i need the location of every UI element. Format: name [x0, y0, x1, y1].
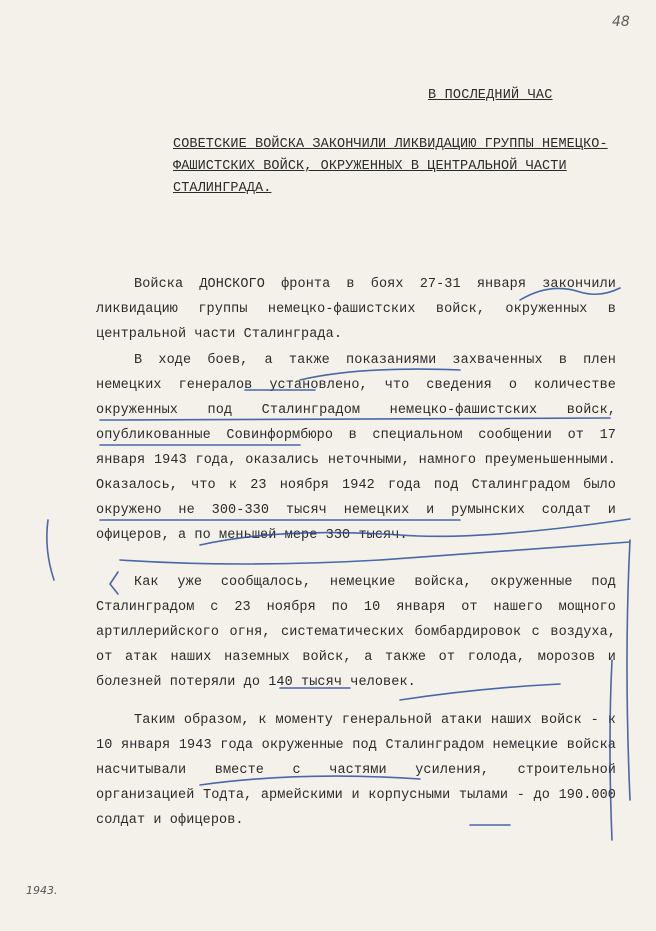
paragraph-3: Как уже сообщалось, немецкие войска, окруженные под Сталинградом с 23 ноября по 10 января от нашего мощного артиллерийского огня, систематических бомбардировок с воздуха, от атак наших наземных войск, а также от голода, морозов и болезней потеряли до 140 тысяч человек.	[96, 575, 616, 690]
page-number: 48	[612, 14, 630, 30]
paragraph-1: Войска ДОНСКОГО фронта в боях 27-31 января закончили ликвидацию группы немецко-фашистских войск, окруженных в центральной части Сталинграда.	[96, 277, 616, 342]
paragraph-4: Таким образом, к моменту генеральной атаки наших войск - к 10 января 1943 года окруженные под Сталинградом немецкие войска насчитывали вместе с частями усиления, строительной организацией Тодта, армейскими и корпусными тылами - до 190.000 солдат и офицеров.	[96, 713, 616, 828]
margin-stroke	[47, 520, 54, 580]
paragraph-2: В ходе боев, а также показаниями захваченных в плен немецких генералов установлено, что сведения о количестве окруженных под Сталинградом немецко-фашистских войск, опубликованные Совинформбюро в специальном сообщении от 17 января 1943 года, оказались неточными, намного преуменьшенными. Оказалось, что к 23 ноября 1942 года под Сталинградом было окружено не 300-330 тысяч немецких и румынских солдат и офицеров, а по меньшей мере 330 тысяч.	[96, 353, 616, 543]
margin-vertical-note	[627, 540, 630, 800]
footer-note: 1943.	[26, 884, 58, 897]
document-title: СОВЕТСКИЕ ВОЙСКА ЗАКОНЧИЛИ ЛИКВИДАЦИЮ ГРУППЫ НЕМЕЦКО-ФАШИСТСКИХ ВОЙСК, ОКРУЖЕННЫХ В ЦЕНТРАЛЬНОЙ ЧАСТИ СТАЛИНГРАДА.	[173, 137, 608, 196]
section-heading: В ПОСЛЕДНИЙ ЧАС	[428, 88, 553, 103]
